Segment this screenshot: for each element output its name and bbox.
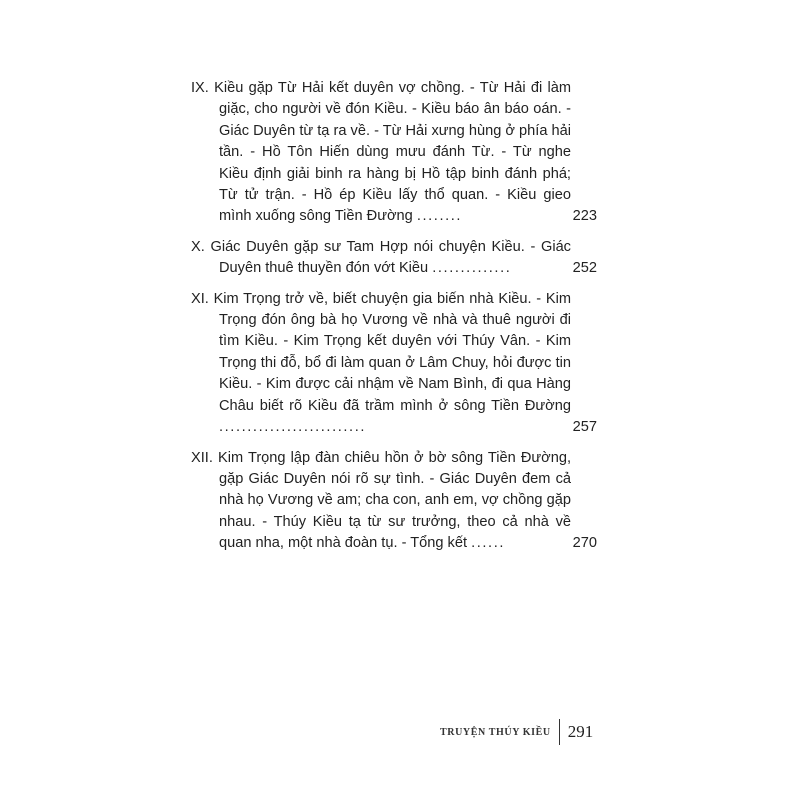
toc-entry-summary: Kim Trọng trở về, biết chuyện gia biến nhà Kiều. - Kim Trọng đón ông bà họ Vương về nhà và thuê người đi tìm Kiều. - Kim Trọng kết duyên với Thúy Vân. - Kim Trọng thi đỗ, bổ đi làm quan ở Lâm Chuy, hỏi được tin Kiều. - Kim được cải nhậm về Nam Bình, đi qua Hàng Châu biết rõ Kiều đã trầm mình ở sông Tiền Đường xyxy=(213,290,572,414)
toc-entry-page: 257 xyxy=(572,419,597,436)
table-of-contents xyxy=(191,78,597,564)
toc-entry-summary: Kim Trọng lập đàn chiêu hồn ở bờ sông Tiền Đường, gặp Giác Duyên nói rõ sự tình. - Giác Duyên đem cả nhà họ Vương về am; cha con, anh em, vợ chồng gặp nhau. - Thúy Kiều tạ từ sư trưởng, theo cả nhà về quan nha, một nhà đoàn tụ. - Tổng kết xyxy=(218,449,571,552)
toc-entry-text xyxy=(191,78,571,228)
toc-entry-summary: Giác Duyên gặp sư Tam Hợp nói chuyện Kiều. - Giác Duyên thuê thuyền đón vớt Kiều xyxy=(210,238,571,277)
footer-divider xyxy=(559,719,560,745)
toc-entry-leader: ...... xyxy=(471,535,506,552)
page-footer xyxy=(440,718,593,746)
toc-entry-page: 270 xyxy=(572,535,597,552)
toc-entry-leader: .......................... xyxy=(219,419,367,436)
toc-entry xyxy=(191,448,597,555)
toc-entry-page: 252 xyxy=(572,260,597,277)
toc-entry-page: 223 xyxy=(572,208,597,225)
page-number: 291 xyxy=(567,722,594,741)
toc-entry-text xyxy=(191,289,571,439)
toc-entry xyxy=(191,78,597,228)
toc-entry-number: X. xyxy=(191,238,205,255)
toc-entry xyxy=(191,237,597,280)
toc-entry-summary: Kiều gặp Từ Hải kết duyên vợ chồng. - Từ Hải đi làm giặc, cho người về đón Kiều. - Kiều báo ân báo oán. - Giác Duyên từ tạ ra về. - Từ Hải xưng hùng ở phía hải tần. - Hồ Tôn Hiến dùng mưu đánh Từ. - Từ nghe Kiều định giải binh ra hàng bị Hồ tập binh đánh phá; Từ tử trận. - Hồ ép Kiều lấy thổ quan. - Kiều gieo mình xuống sông Tiền Đường xyxy=(214,80,572,225)
toc-entry-leader: ........ xyxy=(416,208,463,225)
toc-entry-number: XII. xyxy=(191,449,213,466)
toc-entry-leader: .............. xyxy=(432,260,512,277)
running-title: TRUYỆN THÚY KIỀU xyxy=(440,726,551,738)
toc-entry-text xyxy=(191,448,571,555)
toc-entry-number: IX. xyxy=(191,80,209,96)
toc-entry-number: XI. xyxy=(191,290,209,307)
toc-entry-text xyxy=(191,237,571,280)
toc-entry xyxy=(191,289,597,439)
